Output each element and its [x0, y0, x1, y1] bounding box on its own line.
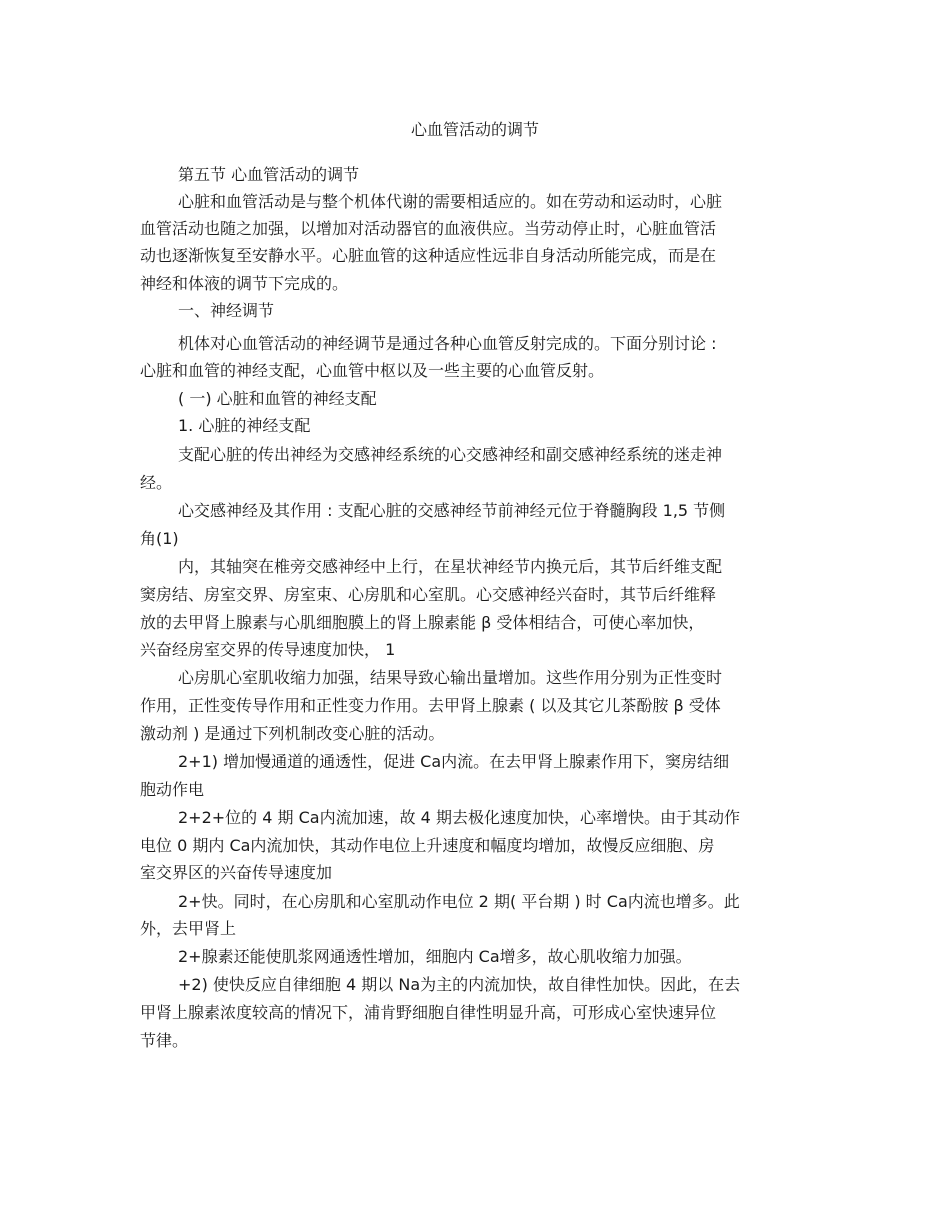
document-title: 心血管活动的调节: [410, 120, 539, 139]
paragraph-line: 心房肌心室肌收缩力加强，结果导致心输出量增加。这些作用分别为正性变时: [178, 668, 723, 687]
paragraph-line: 节律。: [140, 1031, 189, 1050]
paragraph-line: 内，其轴突在椎旁交感神经中上行，在星状神经节内换元后，其节后纤维支配: [178, 557, 723, 576]
paragraph-line: 2+2+位的 4 期 Ca内流加速，故 4 期去极化速度加快，心率增快。由于其动作: [178, 808, 740, 827]
paragraph-line: 激动剂 ) 是通过下列机制改变心脏的活动。: [140, 724, 445, 743]
paragraph-line: 兴奋经房室交界的传导速度加快， 1: [140, 640, 396, 659]
paragraph-line: 心脏和血管活动是与整个机体代谢的需要相适应的。如在劳动和运动时，心脏: [178, 192, 723, 211]
paragraph-line: 胞动作电: [140, 780, 205, 799]
paragraph-line: 心脏和血管的神经支配，心血管中枢以及一些主要的心血管反射。: [140, 361, 605, 380]
paragraph-line: 放的去甲肾上腺素与心肌细胞膜上的肾上腺素能 β 受体相结合，可使心率加快，: [140, 613, 705, 632]
paragraph-line: 支配心脏的传出神经为交感神经系统的心交感神经和副交感神经系统的迷走神: [178, 445, 723, 464]
subsection-heading: ( 一) 心脏和血管的神经支配: [178, 389, 377, 408]
paragraph-line: 角(1): [140, 529, 179, 548]
paragraph-line: 窦房结、房室交界、房室束、心房肌和心室肌。心交感神经兴奋时，其节后纤维释: [140, 585, 717, 604]
paragraph-line: 作用，正性变传导作用和正性变力作用。去甲肾上腺素 ( 以及其它儿茶酚胺 β 受体: [140, 696, 721, 715]
paragraph-line: 2+快。同时，在心房肌和心室肌动作电位 2 期( 平台期 ) 时 Ca内流也增多。此: [178, 892, 740, 911]
section-heading: 第五节 心血管活动的调节: [178, 165, 360, 184]
paragraph-line: 血管活动也随之加强，以增加对活动器官的血液供应。当劳动停止时，心脏血管活: [140, 219, 717, 238]
paragraph-line: 2+1) 增加慢通道的通透性，促进 Ca内流。在去甲肾上腺素作用下，窦房结细: [178, 752, 730, 771]
paragraph-line: 室交界区的兴奋传导速度加: [140, 863, 333, 882]
paragraph-line: 2+腺素还能使肌浆网通透性增加，细胞内 Ca增多，故心肌收缩力加强。: [178, 947, 692, 966]
paragraph-line: 电位 0 期内 Ca内流加快，其动作电位上升速度和幅度均增加，故慢反应细胞、房: [140, 836, 715, 855]
paragraph-line: 神经和体液的调节下完成的。: [140, 274, 349, 293]
paragraph-line: 外，去甲肾上: [140, 919, 237, 938]
paragraph-line: +2) 使快反应自律细胞 4 期以 Na为主的内流加快，故自律性加快。因此，在去: [178, 975, 741, 994]
paragraph-line: 心交感神经及其作用 : 支配心脏的交感神经节前神经元位于脊髓胸段 1,5 节侧: [178, 501, 726, 520]
paragraph-line: 动也逐渐恢复至安静水平。心脏血管的这种适应性远非自身活动所能完成，而是在: [140, 246, 717, 265]
paragraph-line: 经。: [140, 473, 173, 492]
paragraph-line: 机体对心血管活动的神经调节是通过各种心血管反射完成的。下面分别讨论 :: [178, 334, 717, 353]
subsection-heading: 一、神经调节: [178, 301, 275, 320]
paragraph-line: 甲肾上腺素浓度较高的情况下，浦肯野细胞自律性明显升高，可形成心室快速异位: [140, 1003, 717, 1022]
subsection-heading: 1. 心脏的神经支配: [178, 416, 311, 435]
